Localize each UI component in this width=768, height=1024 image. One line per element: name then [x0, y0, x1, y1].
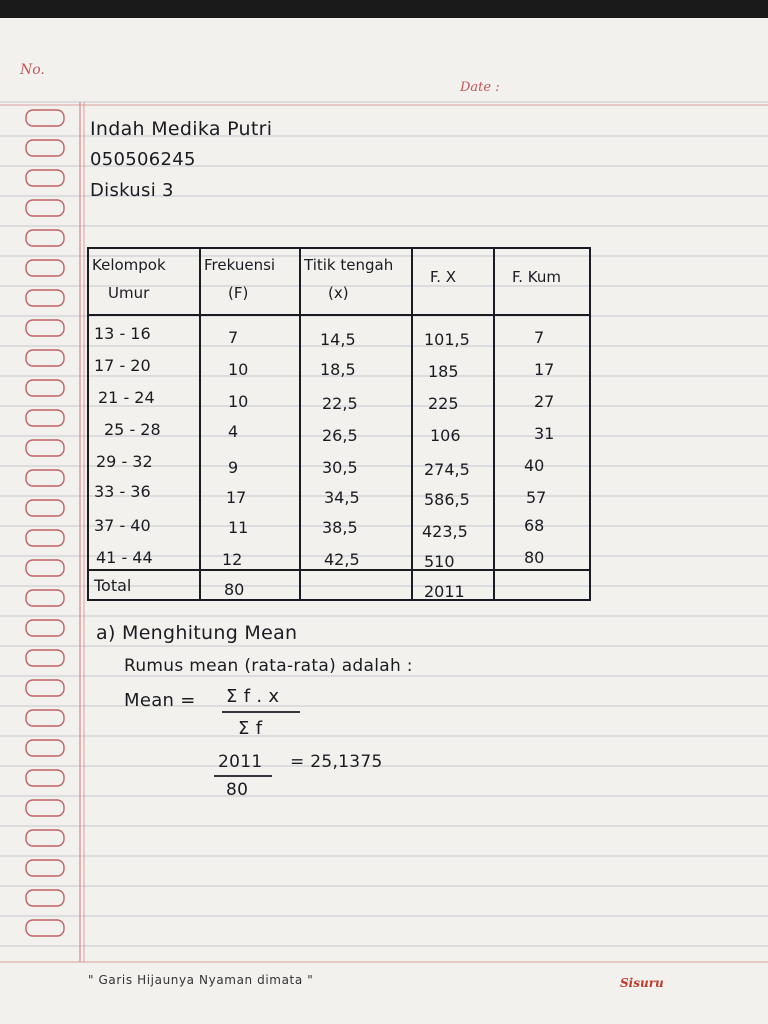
- formula-numerator: Σ f . x: [226, 686, 280, 707]
- cell-frekuensi: 12: [222, 550, 243, 569]
- cell-fkum: 57: [526, 488, 547, 507]
- cell-fkum: 80: [524, 548, 545, 567]
- cell-frekuensi: 10: [228, 360, 249, 379]
- cell-frekuensi: 9: [228, 458, 239, 477]
- cell-titik: 22,5: [322, 394, 358, 413]
- cell-titik: 30,5: [322, 458, 358, 477]
- mean-result: = 25,1375: [290, 752, 383, 772]
- mean-label: Mean =: [124, 690, 196, 711]
- page-number-label: No.: [20, 62, 45, 78]
- cell-titik: 42,5: [324, 550, 360, 569]
- header-kelompok: Kelompok: [92, 256, 166, 274]
- cell-kelompok: 21 - 24: [98, 388, 155, 407]
- header-f: (F): [228, 284, 249, 302]
- calc-denominator: 80: [226, 780, 249, 800]
- cell-frekuensi: 10: [228, 392, 249, 411]
- cell-kelompok: 17 - 20: [94, 356, 151, 375]
- brand-logo: Sisuru: [620, 976, 664, 990]
- cell-total-frekuensi: 80: [224, 580, 245, 599]
- cell-frekuensi: 7: [228, 328, 239, 347]
- student-name: Indah Medika Putri: [90, 118, 273, 140]
- cell-frekuensi: 4: [228, 422, 239, 441]
- footer-tagline: " Garis Hijaunya Nyaman dimata ": [88, 973, 314, 987]
- cell-titik: 18,5: [320, 360, 356, 379]
- cell-frekuensi: 17: [226, 488, 247, 507]
- cell-titik: 14,5: [320, 330, 356, 349]
- header-fx: F. X: [430, 268, 457, 286]
- cell-kelompok: 37 - 40: [94, 516, 151, 535]
- cell-kelompok: 41 - 44: [96, 548, 153, 567]
- cell-total-fx: 2011: [424, 582, 465, 601]
- cell-fkum: 17: [534, 360, 555, 379]
- header-x: (x): [328, 284, 349, 302]
- header-titik-tengah: Titik tengah: [304, 256, 394, 274]
- date-label: Date :: [460, 80, 500, 95]
- discussion-title: Diskusi 3: [90, 180, 174, 201]
- cell-fkum: 40: [524, 456, 545, 475]
- cell-frekuensi: 11: [228, 518, 249, 537]
- cell-titik: 38,5: [322, 518, 358, 537]
- calc-numerator: 2011: [218, 752, 263, 772]
- cell-fkum: 27: [534, 392, 555, 411]
- mean-formula-text: Rumus mean (rata-rata) adalah :: [124, 656, 413, 676]
- cell-titik: 26,5: [322, 426, 358, 445]
- formula-denominator: Σ f: [238, 718, 263, 739]
- cell-kelompok: 13 - 16: [94, 324, 151, 343]
- student-id: 050506245: [90, 149, 196, 170]
- cell-total-label: Total: [94, 576, 132, 595]
- notebook-page: [0, 18, 768, 1024]
- cell-fx: 586,5: [424, 490, 470, 509]
- cell-fx: 423,5: [422, 522, 468, 541]
- cell-fx: 274,5: [424, 460, 470, 479]
- cell-kelompok: 29 - 32: [96, 452, 153, 471]
- cell-fkum: 31: [534, 424, 555, 443]
- cell-titik: 34,5: [324, 488, 360, 507]
- cell-fkum: 7: [534, 328, 545, 347]
- header-umur: Umur: [108, 284, 150, 302]
- cell-fx: 225: [428, 394, 459, 413]
- cell-kelompok: 25 - 28: [104, 420, 161, 439]
- header-frekuensi: Frekuensi: [204, 256, 276, 274]
- header-fkum: F. Kum: [512, 268, 561, 286]
- cell-fkum: 68: [524, 516, 545, 535]
- section-heading-mean: a) Menghitung Mean: [96, 622, 298, 644]
- cell-fx: 101,5: [424, 330, 470, 349]
- cell-fx: 185: [428, 362, 459, 381]
- cell-fx: 106: [430, 426, 461, 445]
- cell-kelompok: 33 - 36: [94, 482, 151, 501]
- cell-fx: 510: [424, 552, 455, 571]
